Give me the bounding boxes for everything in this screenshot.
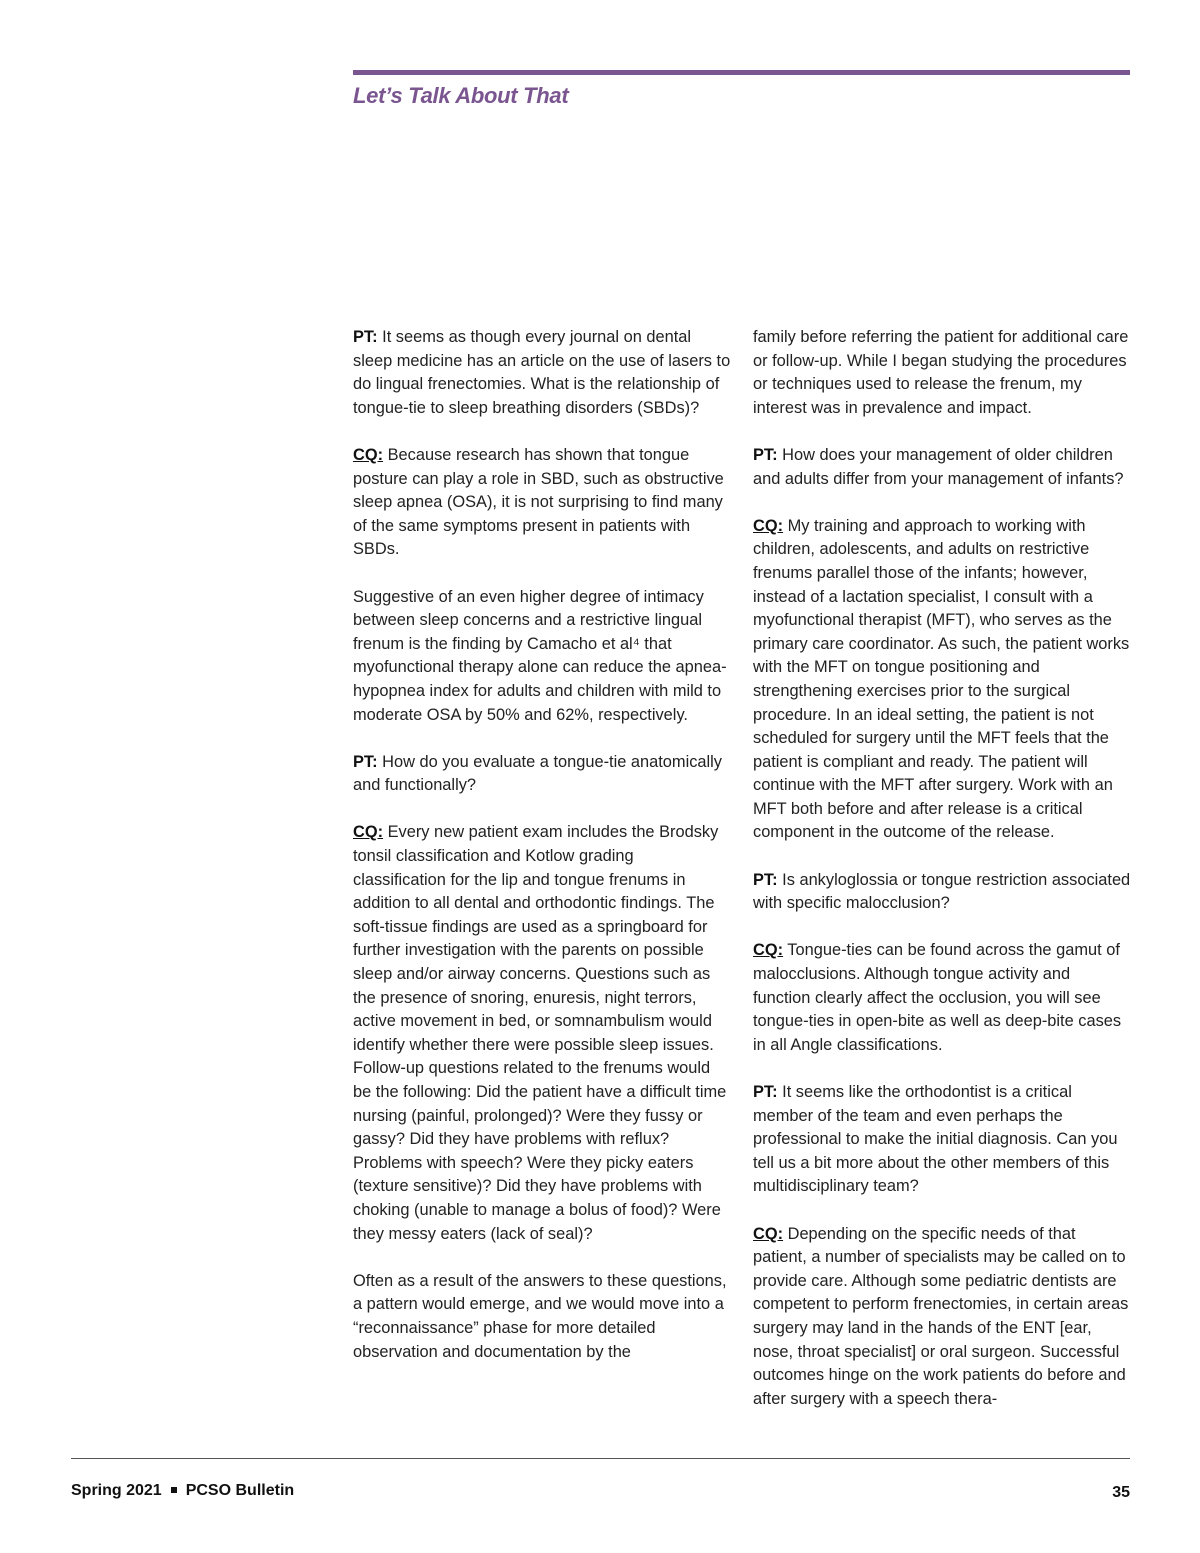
speaker-label: CQ: <box>353 823 384 842</box>
paragraph-text: Often as a result of the answers to these questions, a pattern would emerge, and we would move into a “reconnaissance” phase for more detailed observation and documentation by the <box>353 1271 727 1361</box>
speaker-label: CQ: <box>753 1224 784 1243</box>
speaker-label: CQ: <box>353 445 384 464</box>
paragraph <box>353 821 731 1246</box>
speaker-label: PT: <box>753 1083 778 1101</box>
paragraph-text: family before referring the patient for additional care or follow-up. While I began studying the procedures or techniques used to release the frenum, my interest was in prevalence and impact. <box>753 328 1129 417</box>
paragraph-text: It seems like the orthodontist is a critical member of the team and even perhaps the professional to make the initial diagnosis. Can you tell us a bit more about the other members of this multidisciplinary team? <box>753 1083 1118 1196</box>
paragraph <box>753 326 1131 420</box>
paragraph <box>353 444 731 562</box>
footer-issue: Spring 2021 <box>71 1482 162 1499</box>
paragraph-text: It seems as though every journal on dental sleep medicine has an article on the use of lasers to do lingual frenectomies. What is the relationship of tongue-tie to sleep breathing disorders (SBDs)? <box>353 328 731 417</box>
paragraph-text: Suggestive of an even higher degree of intimacy between sleep concerns and a restrictive lingual frenum is the finding by Camacho et al⁴ that myofunctional therapy alone can reduce the apnea-hypopnea index for adults and children with mild to moderate OSA by 50% and 62%, respectively. <box>353 587 727 724</box>
paragraph <box>753 444 1131 491</box>
paragraph <box>353 326 731 420</box>
square-bullet-icon <box>171 1487 177 1493</box>
header-rule <box>353 70 1130 75</box>
paragraph-text: How do you evaluate a tongue-tie anatomically and functionally? <box>353 752 723 795</box>
paragraph <box>753 1081 1131 1199</box>
footer-publication: PCSO Bulletin <box>185 1482 295 1499</box>
speaker-label: PT: <box>753 870 778 889</box>
paragraph-text: Because research has shown that tongue posture can play a role in SBD, such as obstructive sleep apnea (OSA), it is not surprising to find many of the same symptoms present in patients with SBDs. <box>353 445 724 559</box>
paragraph <box>753 1223 1131 1412</box>
paragraph <box>353 751 731 798</box>
paragraph-text: My training and approach to working with children, adolescents, and adults on restrictive frenums parallel those of the infants; however, instead of a lactation specialist, I consult with a myofunctional therapist (MFT), who serves as the primary care coordinator. As such, the patient works with the MFT on tongue positioning and strengthening exercises prior to the surgical procedure. In an ideal setting, the patient is not scheduled for surgery until the MFT feels that the patient is compliant and ready. The patient will continue with the MFT after surgery. Work with an MFT both before and after release is a critical component in the outcome of the release. <box>753 516 1130 842</box>
paragraph <box>353 1270 731 1364</box>
section-title: Let’s Talk About That <box>353 83 569 108</box>
footer-rule <box>71 1458 1130 1459</box>
paragraph-text: Is ankyloglossia or tongue restriction associated with specific malocclusion? <box>753 870 1131 913</box>
paragraph <box>353 586 731 728</box>
paragraph <box>753 939 1131 1057</box>
left-column <box>353 326 731 1388</box>
paragraph <box>753 869 1131 916</box>
paragraph-text: Depending on the specific needs of that patient, a number of specialists may be called on to provide care. Although some pediatric dentists are competent to perform frenectomies, in certain areas surgery may land in the hands of the ENT [ear, nose, throat specialist] or oral surgeon. Successful outcomes hinge on the work patients do before and after surgery with a speech thera- <box>753 1224 1129 1408</box>
footer-issue-line <box>71 1482 294 1500</box>
paragraph <box>753 515 1131 845</box>
speaker-label: CQ: <box>753 941 784 960</box>
paragraph-text: Tongue-ties can be found across the gamut of malocclusions. Although tongue activity and function clearly affect the occlusion, you will see tongue-ties in open-bite as well as deep-bite cases in all Angle classifications. <box>753 941 1122 1054</box>
speaker-label: PT: <box>353 752 378 771</box>
paragraph-text: How does your management of older children and adults differ from your management of infants? <box>753 445 1124 488</box>
page-number: 35 <box>1112 1484 1130 1501</box>
right-column <box>753 326 1131 1435</box>
paragraph-text: Every new patient exam includes the Brodsky tonsil classification and Kotlow grading classification for the lip and tongue frenums in addition to all dental and orthodontic findings. The soft-tissue findings are used as a springboard for further investigation with the parents on possible sleep and/or airway concerns. Questions such as the presence of snoring, enuresis, night terrors, active movement in bed, or somnambulism would identify whether there were possible sleep issues. Follow-up questions related to the frenums would be the following: Did the patient have a difficult time nursing (painful, prolonged)? Were they fussy or gassy? Did they have problems with reflux? Problems with speech? Were they picky eaters (texture sensitive)? Did they have problems with choking (unable to manage a bolus of food)? Were they messy eaters (lack of seal)? <box>353 823 727 1243</box>
speaker-label: PT: <box>353 328 378 346</box>
speaker-label: CQ: <box>753 516 784 535</box>
speaker-label: PT: <box>753 445 778 464</box>
